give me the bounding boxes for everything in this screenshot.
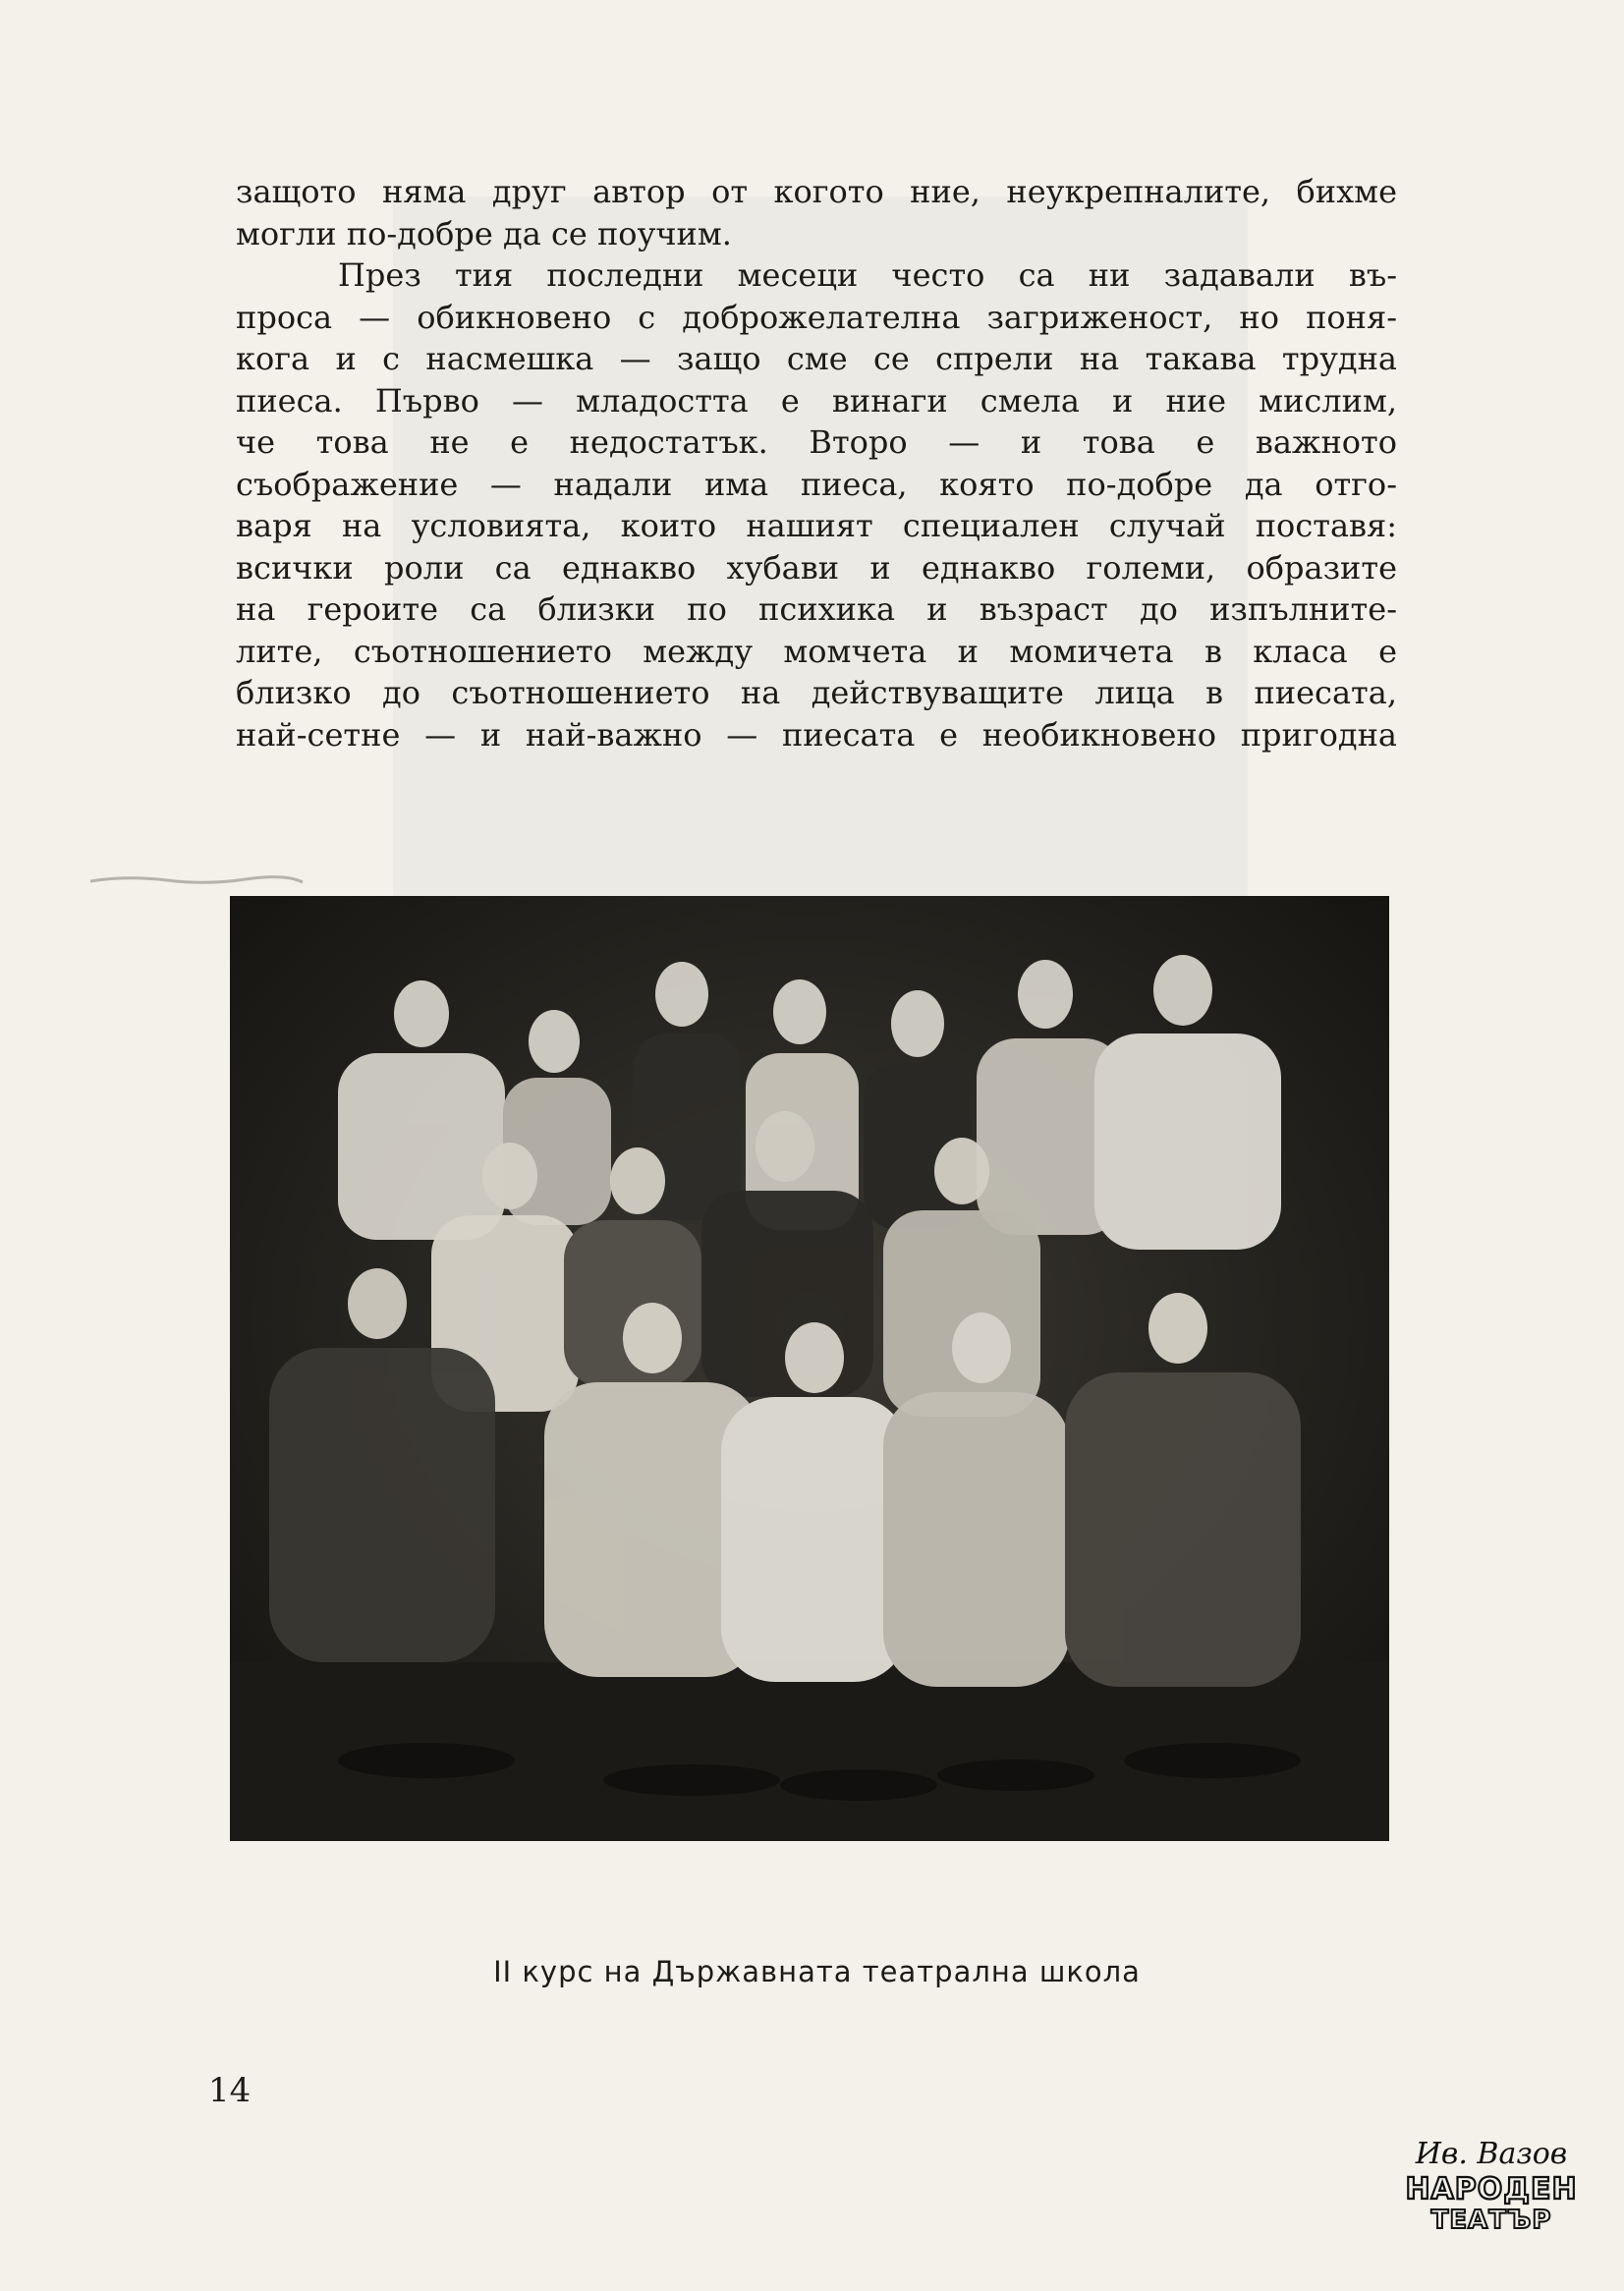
photo-caption: II курс на Държавната театрална школа xyxy=(493,1955,1141,1988)
body-line: могли по-добре да се поучим. xyxy=(236,214,732,252)
body-line: защото няма друг автор от когото ние, неукрепналите, бихме xyxy=(236,173,1397,210)
page-number: 14 xyxy=(208,2071,252,2110)
paper-scratch xyxy=(88,872,305,886)
body-line: пиеса. Първо — младостта е винаги смела и ние мислим, xyxy=(236,381,1397,419)
svg-text:НАРОДЕН: НАРОДЕН xyxy=(1407,2172,1576,2207)
body-line: кога и с насмешка — защо сме се спрели на такава трудна xyxy=(236,340,1397,377)
body-line: варя на условията, които нашият специален случай поставя: xyxy=(236,507,1397,544)
body-line: лите, съотношението между момчета и момичета в класа е xyxy=(236,632,1397,670)
body-line: През тия последни месеци често са ни задавали въ- xyxy=(338,256,1397,294)
body-line: близко до съотношението на действуващите лица в пиесата, xyxy=(236,674,1397,711)
body-line: съображение — надали има пиеса, която по-добре да отго- xyxy=(236,465,1397,503)
body-line: проса — обикновено с доброжелателна загриженост, но поня- xyxy=(236,298,1397,336)
svg-text:ТЕАТЪР: ТЕАТЪР xyxy=(1430,2206,1552,2235)
body-line: че това не е недостатък. Второ — и това е важното xyxy=(236,423,1397,461)
group-photo xyxy=(230,896,1389,1841)
body-line: най-сетне — и най-важно — пиесата е необикновено пригодна xyxy=(236,715,1397,754)
svg-text:Ив. Вазов: Ив. Вазов xyxy=(1415,2137,1568,2171)
body-text xyxy=(236,171,1397,755)
national-theatre-logo xyxy=(1407,2130,1576,2238)
body-line: всички роли са еднакво хубави и еднакво големи, образите xyxy=(236,548,1397,587)
body-line: на героите са близки по психика и възраст до изпълните- xyxy=(236,590,1397,628)
